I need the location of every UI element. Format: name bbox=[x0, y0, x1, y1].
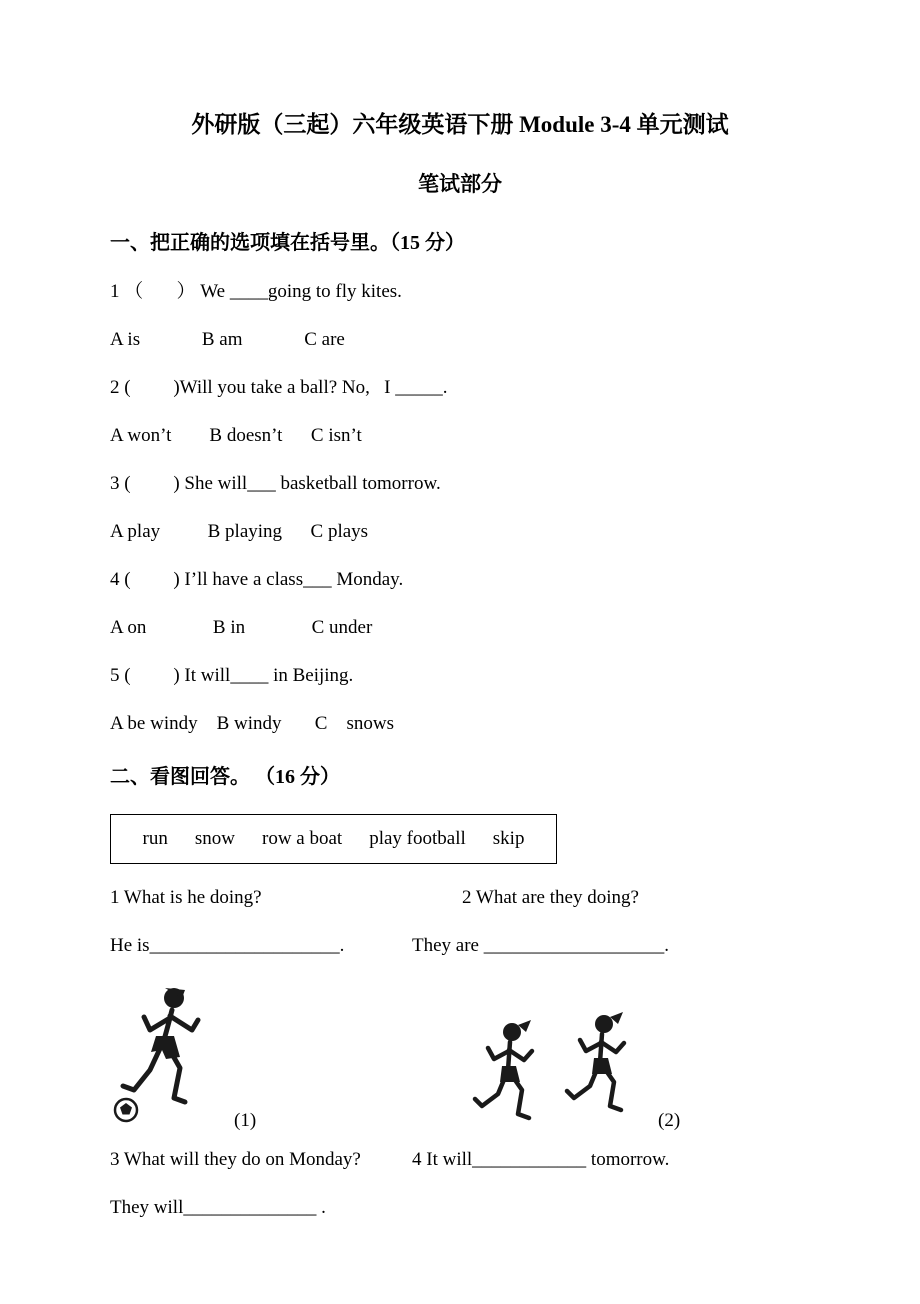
section2-question-4: 4 It will____________ tomorrow. bbox=[412, 1149, 670, 1170]
section1-question-2: 2 ( )Will you take a ball? No, I _____. bbox=[110, 377, 448, 398]
figure-2-label: (2) bbox=[658, 1110, 681, 1131]
section1-question-4: 4 ( ) I’ll have a class___ Monday. bbox=[110, 569, 404, 590]
section1-heading: 一、把正确的选项填在括号里。（15 分） bbox=[110, 232, 465, 254]
section2-answer-row-1 bbox=[110, 934, 810, 957]
section2-answer-blank-2: They are ___________________. bbox=[412, 935, 669, 956]
runners-image bbox=[468, 1010, 646, 1132]
section2-question-3: 3 What will they do on Monday? bbox=[110, 1149, 361, 1170]
word-bank-box bbox=[110, 814, 557, 864]
word-bank-word-snow: snow bbox=[194, 828, 235, 849]
runner-figure-1 bbox=[475, 1020, 532, 1118]
word-bank-word-run: run bbox=[142, 828, 168, 849]
word-bank-word-skip: skip bbox=[492, 828, 525, 849]
figure-1-block bbox=[110, 984, 462, 1132]
section1-options-5: A be windy B windy C snows bbox=[110, 713, 394, 734]
section2-heading: 二、看图回答。 （16 分） bbox=[110, 766, 340, 788]
section2-question-1: 1 What is he doing? bbox=[110, 887, 262, 908]
figure-1-label: (1) bbox=[234, 1110, 257, 1131]
section1-options-4: A on B in C under bbox=[110, 617, 373, 638]
section2-answer-blank-3: They will______________ . bbox=[110, 1197, 326, 1218]
football-player-image bbox=[110, 984, 222, 1132]
section1-question-3: 3 ( ) She will___ basketball tomorrow. bbox=[110, 473, 441, 494]
section1-question-1: 1 （ ） We ____going to fly kites. bbox=[110, 281, 402, 302]
word-bank-word-play-football: play football bbox=[369, 828, 466, 849]
section2-question-row-1 bbox=[110, 886, 810, 909]
page-title: 外研版（三起）六年级英语下册 Module 3-4 单元测试 bbox=[191, 112, 729, 137]
word-bank-word-row-a-boat: row a boat bbox=[262, 828, 343, 849]
figure-2-block bbox=[462, 1010, 680, 1132]
section2-images-row bbox=[110, 982, 810, 1132]
section2-question-row-2 bbox=[110, 1148, 810, 1171]
section2-answer-blank-1: He is____________________. bbox=[110, 935, 345, 956]
page-subtitle: 笔试部分 bbox=[418, 172, 502, 196]
section1-options-1: A is B am C are bbox=[110, 329, 345, 350]
section1-options-2: A won’t B doesn’t C isn’t bbox=[110, 425, 362, 446]
section1-question-5: 5 ( ) It will____ in Beijing. bbox=[110, 665, 354, 686]
runner-figure-2 bbox=[567, 1012, 624, 1110]
section2-question-2: 2 What are they doing? bbox=[462, 887, 639, 908]
section1-options-3: A play B playing C plays bbox=[110, 521, 369, 542]
